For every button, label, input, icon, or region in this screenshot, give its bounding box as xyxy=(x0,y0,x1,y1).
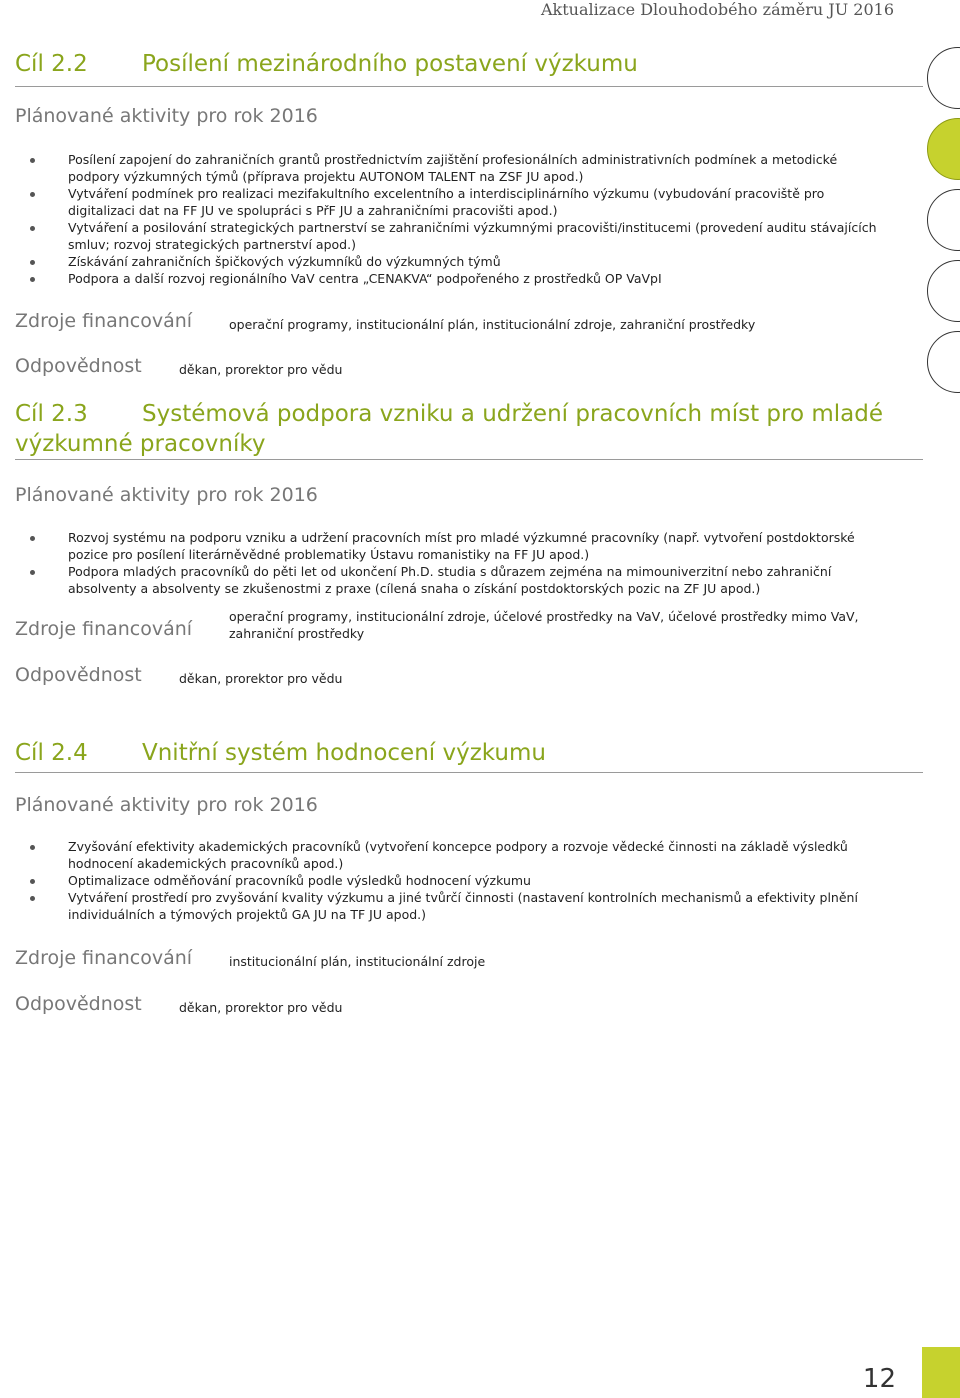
funding-label: Zdroje financování xyxy=(15,618,193,640)
corner-accent xyxy=(922,1347,960,1398)
activity-item: Podpora mladých pracovníků do pěti let od ukončení Ph.D. studia s důrazem zejména na mimouniverzitní nebo zahraniční absolventy a absolventy se zkušenostmi z praxe (cílená snaha o získání postdoktorských pozic na ZF JU apod.) xyxy=(30,563,890,597)
running-header: Aktualizace Dlouhodobého záměru JU 2016 xyxy=(540,0,894,19)
activity-item: Vytváření podmínek pro realizaci mezifakultního excelentního a interdisciplinárního výzkumu (vybudování pracoviště pro digitalizaci dat na FF JU ve spolupráci s PřF JU a zahraničními pracovišti apod.) xyxy=(30,185,890,219)
chapter-tab xyxy=(927,260,960,322)
activity-item: Zvyšování efektivity akademických pracovníků (vytvoření koncepce podpory a rozvoje vědecké činnosti na základě výsledků hodnocení akademických pracovníků apod.) xyxy=(30,838,890,872)
activities-list xyxy=(30,151,890,287)
goal-title-line2: výzkumné pracovníky xyxy=(15,431,266,457)
page-number: 12 xyxy=(862,1364,896,1394)
activities-heading: Plánované aktivity pro rok 2016 xyxy=(15,794,318,816)
activity-item: Optimalizace odměňování pracovníků podle výsledků hodnocení výzkumu xyxy=(30,872,890,889)
activities-list xyxy=(30,838,890,923)
funding-label: Zdroje financování xyxy=(15,310,193,332)
activity-item: Získávání zahraničních špičkových výzkumníků do výzkumných týmů xyxy=(30,253,890,270)
responsibility-label: Odpovědnost xyxy=(15,664,142,686)
goal-heading xyxy=(15,399,883,459)
goal-title: Systémová podpora vzniku a udržení pracovních míst pro mladé xyxy=(142,401,884,427)
activities-heading: Plánované aktivity pro rok 2016 xyxy=(15,484,318,506)
funding-label: Zdroje financování xyxy=(15,947,193,969)
goal-title: Vnitřní systém hodnocení výzkumu xyxy=(142,740,546,766)
activity-item: Podpora a další rozvoj regionálního VaV centra „CENAKVA“ podpořeného z prostředků OP VaVpI xyxy=(30,270,890,287)
activities-heading: Plánované aktivity pro rok 2016 xyxy=(15,105,318,127)
activity-item: Rozvoj systému na podporu vzniku a udržení pracovních míst pro mladé výzkumné pracovníky (např. vytvoření postdoktorské pozice pro posílení literárněvědné problematiky Ústavu romanistiky na FF JU apod.) xyxy=(30,529,890,563)
goal-number: Cíl 2.3 xyxy=(15,401,88,427)
chapter-tab xyxy=(927,47,960,109)
chapter-tab xyxy=(927,331,960,393)
activity-item: Vytváření prostředí pro zvyšování kvality výzkumu a jiné tvůrčí činnosti (nastavení kontrolních mechanismů a efektivity plnění individuálních a týmových projektů GA JU na TF JU apod.) xyxy=(30,889,890,923)
goal-heading xyxy=(15,49,638,79)
activities-list xyxy=(30,529,890,597)
responsibility-label: Odpovědnost xyxy=(15,993,142,1015)
funding-value: operační programy, institucionální plán, institucionální zdroje, zahraniční prostředky xyxy=(229,317,756,332)
chapter-tab-active xyxy=(927,118,960,180)
activity-item: Vytváření a posilování strategických partnerství se zahraničními výzkumnými pracovišti/institucemi (provedení auditu stávajících smluv; rozvoj strategických partnerství apod.) xyxy=(30,219,890,253)
responsibility-value: děkan, prorektor pro vědu xyxy=(179,362,343,377)
goal-rule xyxy=(15,86,923,87)
funding-value: operační programy, institucionální zdroje, účelové prostředky na VaV, účelové prostředky mimo VaV, zahraniční prostředky xyxy=(229,609,859,641)
goal-rule xyxy=(15,772,923,773)
funding-value: institucionální plán, institucionální zdroje xyxy=(229,954,486,969)
goal-title: Posílení mezinárodního postavení výzkumu xyxy=(142,51,638,77)
activity-item: Posílení zapojení do zahraničních grantů prostřednictvím zajištění profesionálních administrativních podmínek a metodické podpory výzkumných týmů (příprava projektu AUTONOM TALENT na ZSF JU apod.) xyxy=(30,151,890,185)
goal-heading xyxy=(15,738,546,768)
responsibility-value: děkan, prorektor pro vědu xyxy=(179,671,343,686)
goal-number: Cíl 2.4 xyxy=(15,740,88,766)
chapter-tab xyxy=(927,189,960,251)
responsibility-label: Odpovědnost xyxy=(15,355,142,377)
goal-rule xyxy=(15,459,923,460)
responsibility-value: děkan, prorektor pro vědu xyxy=(179,1000,343,1015)
goal-number: Cíl 2.2 xyxy=(15,51,88,77)
